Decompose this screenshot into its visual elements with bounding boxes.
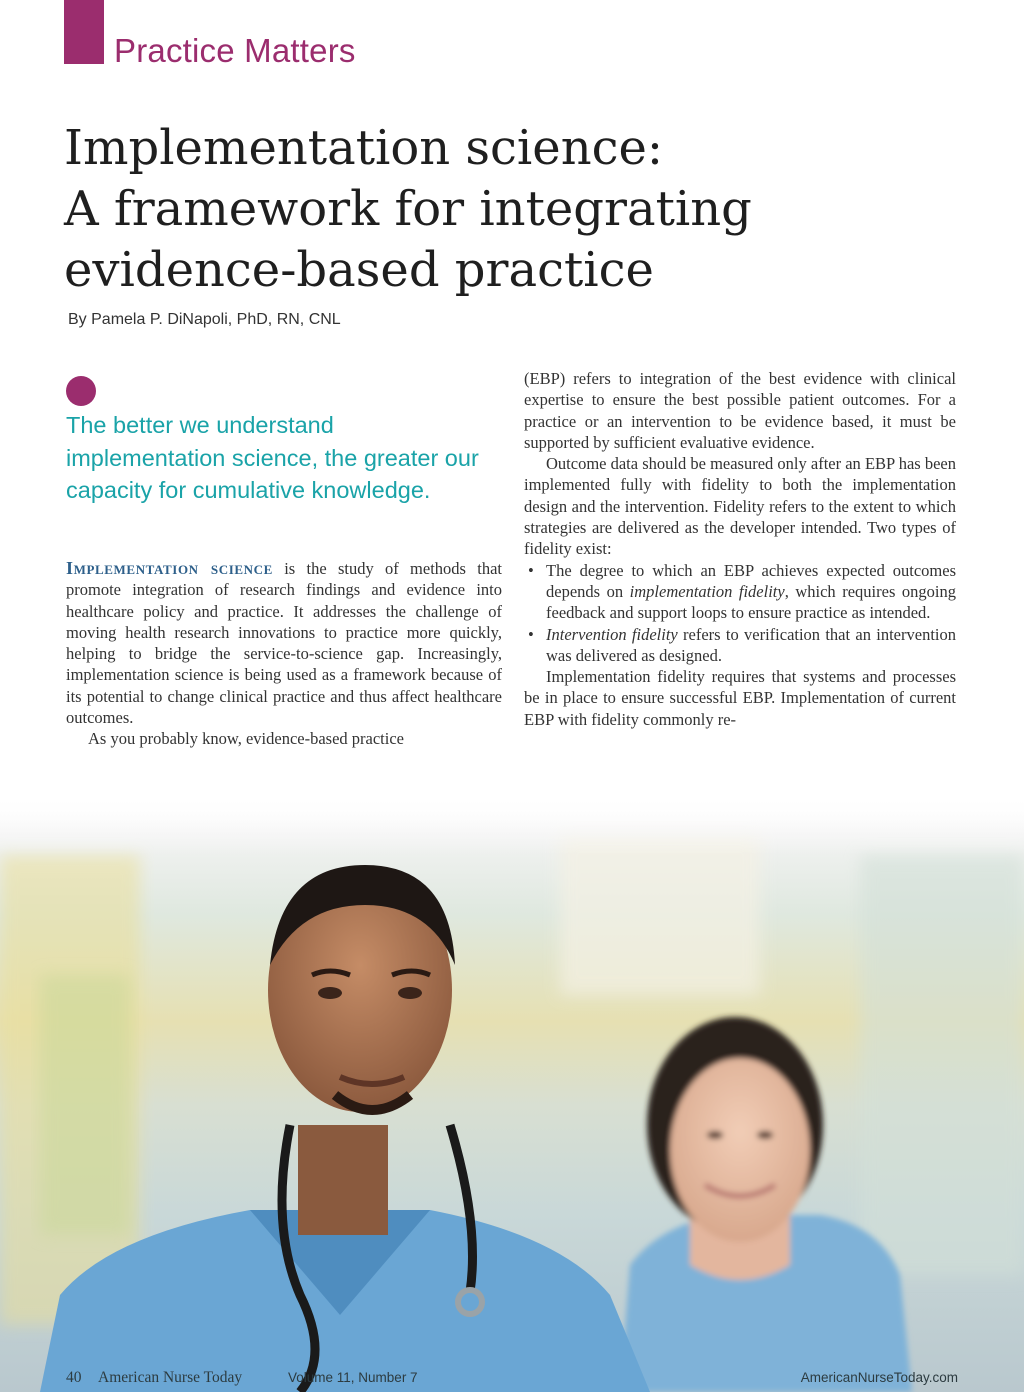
title-line: A framework for integrating bbox=[64, 181, 752, 237]
bullet-list bbox=[524, 560, 956, 666]
pull-quote-dot bbox=[66, 376, 96, 406]
pull-quote: The better we understand implementation science, the greater our capacity for cumulative knowledge. bbox=[66, 412, 479, 503]
paragraph: As you probably know, evidence-based practice bbox=[88, 729, 404, 749]
title-line: evidence-based practice bbox=[64, 242, 654, 298]
paragraph-text: is the study of methods that promote integration of research findings and evidence into healthcare policy and practice. It addresses the challenge of moving health research innovations to practice more quickly, helping to bridge the service-to-science gap. Increasingly, implementation science is being used as a framework because of its potential to change clinical practice and thus affect healthcare outcomes. bbox=[66, 559, 502, 728]
column-right bbox=[524, 368, 956, 730]
bullet-item bbox=[524, 624, 956, 667]
paragraph bbox=[66, 558, 502, 728]
title-line: Implementation science: bbox=[64, 120, 664, 176]
magazine-name: American Nurse Today bbox=[98, 1369, 243, 1386]
section-label: Practice Matters bbox=[114, 32, 356, 69]
bullet-text: The degree to which an EBP achieves expected outcomes depends on bbox=[546, 560, 956, 601]
nurses-illustration bbox=[0, 795, 1024, 1392]
bullet-item bbox=[524, 560, 956, 624]
emphasis: Intervention fidelity bbox=[546, 624, 678, 644]
paragraph: (EBP) refers to integration of the best evidence with clinical expertise to ensure the best possible patient outcomes. For a practice or an intervention to be evidence based, it must be supported by sufficient evaluative evidence. bbox=[524, 369, 956, 452]
volume-info: Volume 11, Number 7 bbox=[288, 1370, 418, 1385]
bullet-text: refers to verification that an intervention was delivered as designed. bbox=[546, 624, 956, 665]
lead-in: Implementation science bbox=[66, 558, 273, 578]
emphasis: implementation fidelity bbox=[629, 581, 785, 601]
bullet-text: , which requires ongoing feedback and support loops to ensure practice as intended. bbox=[546, 581, 956, 623]
paragraph: Outcome data should be measured only after an EBP has been implemented fully with fidelity to both the implementation design and the intervention. Fidelity refers to the extent to which strategies are delivered as the developer intended. Two types of fidelity exist: bbox=[524, 454, 956, 559]
page-number: 40 bbox=[66, 1369, 82, 1386]
paragraph: Implementation fidelity requires that systems and processes be in place to ensure successful EBP. Implementation of current EBP with fidelity commonly re- bbox=[524, 667, 956, 729]
section-color-bar bbox=[64, 0, 104, 64]
article-title bbox=[64, 118, 964, 301]
nurses-photo bbox=[0, 795, 1024, 1392]
byline: By Pamela P. DiNapoli, PhD, RN, CNL bbox=[68, 311, 341, 328]
column-left bbox=[66, 558, 502, 750]
website-url: AmericanNurseToday.com bbox=[800, 1370, 958, 1385]
